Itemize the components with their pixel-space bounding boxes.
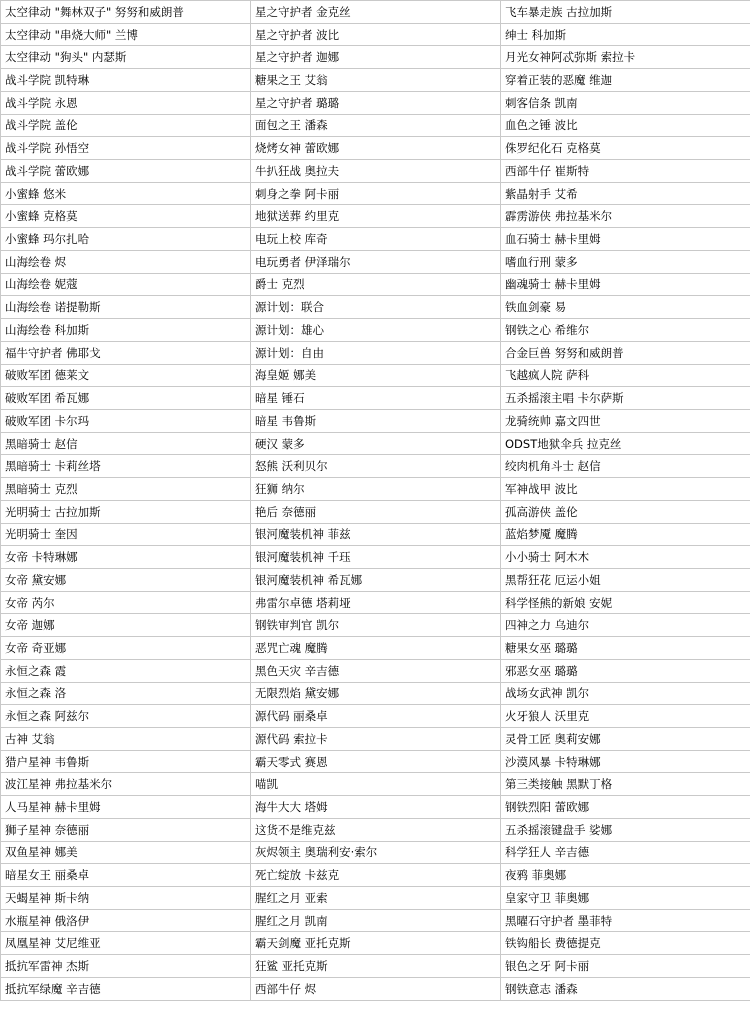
table-cell: 银河魔装机神 菲兹 <box>251 523 501 546</box>
table-cell: 天蝎星神 斯卡纳 <box>1 887 251 910</box>
table-cell: 银河魔装机神 千珏 <box>251 546 501 569</box>
table-cell: 黑暗骑士 克烈 <box>1 478 251 501</box>
table-row <box>1 69 750 92</box>
table-cell: 飞车暴走族 古拉加斯 <box>501 1 750 24</box>
table-cell: 银色之牙 阿卡丽 <box>501 955 750 978</box>
table-cell: 钢铁烈阳 蕾欧娜 <box>501 796 750 819</box>
table-row <box>1 296 750 319</box>
table-row <box>1 773 750 796</box>
table-row <box>1 796 750 819</box>
table-row <box>1 319 750 342</box>
table-cell: 小蜜蜂 玛尔扎哈 <box>1 228 251 251</box>
table-cell: 怒熊 沃利贝尔 <box>251 455 501 478</box>
table-cell: 烧烤女神 蕾欧娜 <box>251 137 501 160</box>
table-cell: 电玩上校 库奇 <box>251 228 501 251</box>
table-cell: 刺身之拳 阿卡丽 <box>251 182 501 205</box>
table-cell: 侏罗纪化石 克格莫 <box>501 137 750 160</box>
table-row <box>1 114 750 137</box>
table-row <box>1 273 750 296</box>
table-row <box>1 1 750 24</box>
table-cell: 黑暗骑士 赵信 <box>1 432 251 455</box>
table-cell: 战斗学院 凯特琳 <box>1 69 251 92</box>
table-cell: 抵抗军雷神 杰斯 <box>1 955 251 978</box>
table-row <box>1 478 750 501</box>
table-row <box>1 228 750 251</box>
table-cell: 女帝 芮尔 <box>1 591 251 614</box>
table-cell: 银河魔装机神 希瓦娜 <box>251 568 501 591</box>
table-row <box>1 614 750 637</box>
table-cell: 邪恶女巫 璐璐 <box>501 659 750 682</box>
table-cell: 牛扒狂战 奥拉夫 <box>251 160 501 183</box>
table-cell: 灰烬领主 奥瑞利安·索尔 <box>251 841 501 864</box>
table-cell: 科学狂人 辛吉德 <box>501 841 750 864</box>
table-row <box>1 728 750 751</box>
table-cell: 喵凯 <box>251 773 501 796</box>
table-cell: 女帝 黛安娜 <box>1 568 251 591</box>
table-row <box>1 682 750 705</box>
table-cell: 合金巨兽 努努和威朗普 <box>501 341 750 364</box>
table-row <box>1 46 750 69</box>
table-cell: 钢铁之心 希维尔 <box>501 319 750 342</box>
table-cell: 山海绘卷 烬 <box>1 250 251 273</box>
table-row <box>1 250 750 273</box>
table-cell: 太空律动 "狗头" 内瑟斯 <box>1 46 251 69</box>
table-cell: 硬汉 蒙多 <box>251 432 501 455</box>
table-cell: 破败军团 希瓦娜 <box>1 387 251 410</box>
table-cell: 蓝焰梦魇 魔腾 <box>501 523 750 546</box>
table-cell: 钢铁审判官 凯尔 <box>251 614 501 637</box>
table-cell: 凤凰星神 艾尼维亚 <box>1 932 251 955</box>
table-row <box>1 546 750 569</box>
table-cell: 狂鲨 亚托克斯 <box>251 955 501 978</box>
table-cell: 血色之锤 波比 <box>501 114 750 137</box>
table-cell: 山海绘卷 科加斯 <box>1 319 251 342</box>
table-cell: 狮子星神 奈德丽 <box>1 818 251 841</box>
table-cell: 腥红之月 凯南 <box>251 909 501 932</box>
table-cell: 海皇姬 娜美 <box>251 364 501 387</box>
table-row <box>1 455 750 478</box>
table-cell: 皇家守卫 菲奥娜 <box>501 887 750 910</box>
table-cell: 黑帮狂花 厄运小姐 <box>501 568 750 591</box>
table-cell: 无限烈焰 黛安娜 <box>251 682 501 705</box>
table-cell: 女帝 卡特琳娜 <box>1 546 251 569</box>
table-cell: 第三类接触 黑默丁格 <box>501 773 750 796</box>
table-cell: 铁钩船长 费德提克 <box>501 932 750 955</box>
table-cell: 这货不是维克兹 <box>251 818 501 841</box>
table-cell: 黑曜石守护者 墨菲特 <box>501 909 750 932</box>
table-cell: 灵骨工匠 奥莉安娜 <box>501 728 750 751</box>
table-row <box>1 205 750 228</box>
table-cell: 艳后 奈德丽 <box>251 500 501 523</box>
table-row <box>1 932 750 955</box>
table-cell: 战斗学院 蕾欧娜 <box>1 160 251 183</box>
table-row <box>1 523 750 546</box>
table-cell: 破败军团 德莱文 <box>1 364 251 387</box>
table-row <box>1 977 750 1000</box>
table-cell: 星之守护者 迦娜 <box>251 46 501 69</box>
table-cell: 山海绘卷 诺提勒斯 <box>1 296 251 319</box>
table-cell: 军神战甲 波比 <box>501 478 750 501</box>
table-cell: 孤高游侠 盖伦 <box>501 500 750 523</box>
table-cell: 糖果女巫 璐璐 <box>501 637 750 660</box>
table-row <box>1 364 750 387</box>
table-cell: 古神 艾翁 <box>1 728 251 751</box>
table-cell: 破败军团 卡尔玛 <box>1 409 251 432</box>
table-cell: 暗星 锤石 <box>251 387 501 410</box>
table-row <box>1 909 750 932</box>
table-cell: 小蜜蜂 克格莫 <box>1 205 251 228</box>
table-row <box>1 637 750 660</box>
table-cell: 血石骑士 赫卡里姆 <box>501 228 750 251</box>
table-cell: 穿着正装的恶魔 维迦 <box>501 69 750 92</box>
table-cell: 暗星 韦鲁斯 <box>251 409 501 432</box>
table-cell: 死亡绽放 卡兹克 <box>251 864 501 887</box>
table-cell: 西部牛仔 烬 <box>251 977 501 1000</box>
table-cell: 福牛守护者 佛耶戈 <box>1 341 251 364</box>
table-cell: 战斗学院 永恩 <box>1 91 251 114</box>
table-row <box>1 864 750 887</box>
table-cell: 龙骑统帅 嘉文四世 <box>501 409 750 432</box>
table-row <box>1 591 750 614</box>
table-cell: 女帝 迦娜 <box>1 614 251 637</box>
table-row <box>1 500 750 523</box>
table-cell: 面包之王 潘森 <box>251 114 501 137</box>
table-cell: 水瓶星神 俄洛伊 <box>1 909 251 932</box>
table-row <box>1 409 750 432</box>
table-row <box>1 750 750 773</box>
table-cell: 飞越疯人院 萨科 <box>501 364 750 387</box>
table-cell: 绞肉机角斗士 赵信 <box>501 455 750 478</box>
table-cell: 源计划：联合 <box>251 296 501 319</box>
table-cell: 地狱送葬 约里克 <box>251 205 501 228</box>
table-cell: 四神之力 乌迪尔 <box>501 614 750 637</box>
table-row <box>1 387 750 410</box>
table-row <box>1 160 750 183</box>
table-row <box>1 841 750 864</box>
table-row <box>1 182 750 205</box>
skin-list-body <box>1 1 750 1001</box>
table-cell: 波江星神 弗拉基米尔 <box>1 773 251 796</box>
table-cell: 科学怪熊的新娘 安妮 <box>501 591 750 614</box>
table-row <box>1 955 750 978</box>
table-cell: 猎户星神 韦鲁斯 <box>1 750 251 773</box>
table-cell: 战斗学院 孙悟空 <box>1 137 251 160</box>
table-cell: 西部牛仔 崔斯特 <box>501 160 750 183</box>
table-row <box>1 23 750 46</box>
table-cell: 暗星女王 丽桑卓 <box>1 864 251 887</box>
table-cell: 霸天零式 赛恩 <box>251 750 501 773</box>
table-cell: 太空律动 "舞林双子" 努努和威朗普 <box>1 1 251 24</box>
table-cell: 幽魂骑士 赫卡里姆 <box>501 273 750 296</box>
table-cell: 恶咒亡魂 魔腾 <box>251 637 501 660</box>
table-cell: 糖果之王 艾翁 <box>251 69 501 92</box>
table-cell: 狂狮 纳尔 <box>251 478 501 501</box>
table-cell: 沙漠风暴 卡特琳娜 <box>501 750 750 773</box>
table-row <box>1 432 750 455</box>
table-cell: 人马星神 赫卡里姆 <box>1 796 251 819</box>
table-cell: 紫晶射手 艾希 <box>501 182 750 205</box>
table-cell: 电玩勇者 伊泽瑞尔 <box>251 250 501 273</box>
table-row <box>1 137 750 160</box>
table-cell: 星之守护者 波比 <box>251 23 501 46</box>
table-cell: 抵抗军绿魔 辛吉德 <box>1 977 251 1000</box>
table-cell: 五杀摇滚主唱 卡尔萨斯 <box>501 387 750 410</box>
table-cell: 小蜜蜂 悠米 <box>1 182 251 205</box>
table-cell: 小小骑士 阿木木 <box>501 546 750 569</box>
table-cell: 夜鸦 菲奥娜 <box>501 864 750 887</box>
table-cell: 弗雷尔卓德 塔莉垭 <box>251 591 501 614</box>
table-cell: 源代码 丽桑卓 <box>251 705 501 728</box>
table-cell: 五杀摇滚键盘手 娑娜 <box>501 818 750 841</box>
table-cell: 光明骑士 古拉加斯 <box>1 500 251 523</box>
table-row <box>1 705 750 728</box>
table-cell: ODST地狱伞兵 拉克丝 <box>501 432 750 455</box>
table-cell: 腥红之月 亚索 <box>251 887 501 910</box>
table-cell: 刺客信条 凯南 <box>501 91 750 114</box>
table-cell: 霸天剑魔 亚托克斯 <box>251 932 501 955</box>
table-cell: 火牙狼人 沃里克 <box>501 705 750 728</box>
table-cell: 源代码 索拉卡 <box>251 728 501 751</box>
table-row <box>1 887 750 910</box>
table-cell: 光明骑士 奎因 <box>1 523 251 546</box>
table-cell: 战斗学院 盖伦 <box>1 114 251 137</box>
table-cell: 山海绘卷 妮蔻 <box>1 273 251 296</box>
table-cell: 霹雳游侠 弗拉基米尔 <box>501 205 750 228</box>
table-cell: 海牛大大 塔姆 <box>251 796 501 819</box>
table-cell: 月光女神阿忒弥斯 索拉卡 <box>501 46 750 69</box>
table-cell: 钢铁意志 潘森 <box>501 977 750 1000</box>
table-cell: 永恒之森 霞 <box>1 659 251 682</box>
table-cell: 黑色天灾 辛吉德 <box>251 659 501 682</box>
table-cell: 永恒之森 阿兹尔 <box>1 705 251 728</box>
table-cell: 黑暗骑士 卡莉丝塔 <box>1 455 251 478</box>
table-cell: 星之守护者 金克丝 <box>251 1 501 24</box>
table-cell: 爵士 克烈 <box>251 273 501 296</box>
table-cell: 女帝 奇亚娜 <box>1 637 251 660</box>
table-row <box>1 818 750 841</box>
table-row <box>1 659 750 682</box>
table-cell: 双鱼星神 娜美 <box>1 841 251 864</box>
table-cell: 源计划：雄心 <box>251 319 501 342</box>
table-cell: 战场女武神 凯尔 <box>501 682 750 705</box>
table-cell: 永恒之森 洛 <box>1 682 251 705</box>
table-row <box>1 341 750 364</box>
table-cell: 源计划：自由 <box>251 341 501 364</box>
table-cell: 绅士 科加斯 <box>501 23 750 46</box>
table-cell: 星之守护者 璐璐 <box>251 91 501 114</box>
table-row <box>1 568 750 591</box>
table-row <box>1 91 750 114</box>
table-cell: 嗜血行刑 蒙多 <box>501 250 750 273</box>
table-cell: 铁血剑豪 易 <box>501 296 750 319</box>
table-cell: 太空律动 "串烧大师" 兰博 <box>1 23 251 46</box>
